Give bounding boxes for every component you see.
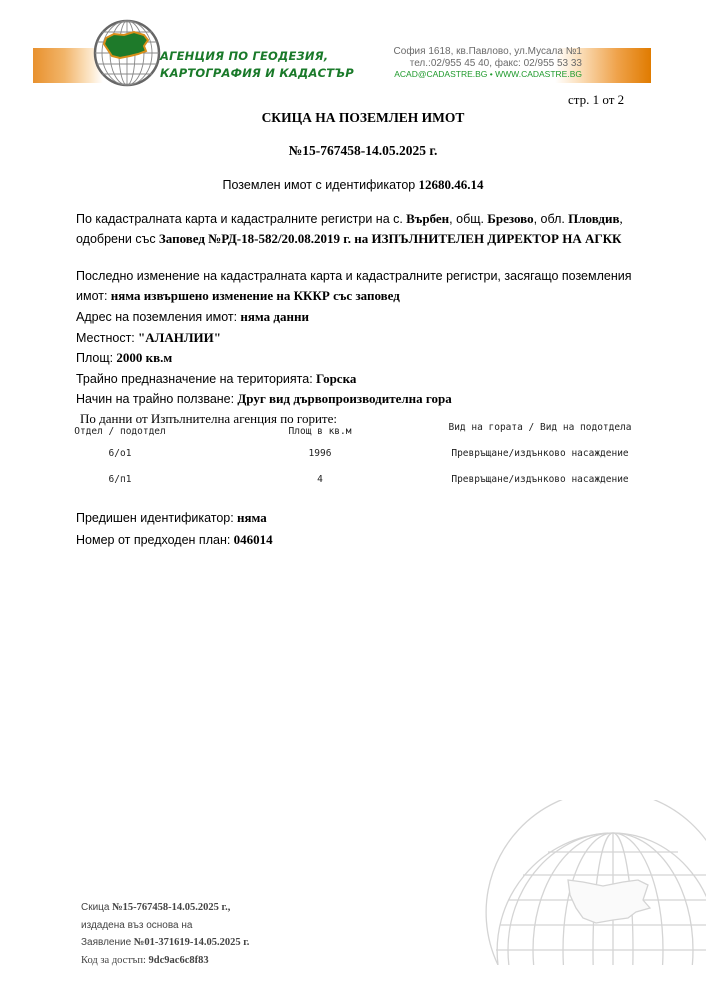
property-fields [76, 307, 651, 410]
table-cell: 1996 [308, 448, 332, 459]
village: Върбен [406, 211, 450, 226]
page-number: стр. 1 от 2 [568, 92, 625, 107]
field-purpose: Трайно предназначение на територията: Горска [76, 370, 357, 386]
field-locality: Местност: "АЛАНЛИИ" [76, 329, 221, 345]
cadastre-text: одобрени със [76, 232, 156, 246]
table-cell: 4 [317, 474, 323, 485]
globe-watermark-icon [478, 800, 706, 965]
forest-intro: По данни от Изпълнителна агенция по горите: [80, 411, 337, 426]
column-header: Вид на гората / Вид на подотдела [448, 422, 632, 433]
agency-globe-logo-icon [92, 18, 162, 88]
agency-name-line2: КАРТОГРАФИЯ И КАДАСТЪР [160, 66, 354, 80]
table-cell: 6/п1 [108, 474, 132, 485]
table-cell: 6/о1 [108, 448, 132, 459]
footer-sketch: Скица №15-767458-14.05.2025 г., [81, 902, 231, 913]
table-cell: Превръщане/издънково насаждение [451, 448, 629, 459]
footer-application: Заявление №01-371619-14.05.2025 г. [81, 937, 250, 948]
field-address: Адрес на поземления имот: няма данни [76, 309, 309, 324]
agency-name-line1: АГЕНЦИЯ ПО ГЕОДЕЗИЯ, [160, 49, 329, 63]
cadastre-text: , обл. [533, 212, 565, 226]
table-row [80, 473, 660, 499]
column-header: Площ в кв.м [288, 426, 352, 437]
region: Пловдив [568, 211, 620, 226]
agency-address: София 1618, кв.Павлово, ул.Мусала №1 [393, 46, 582, 57]
cadastre-text: По кадастралната карта и кадастралните регистри на с. [76, 212, 403, 226]
footer-issued-basis: издадена въз основа на [81, 919, 193, 931]
field-area: Площ: 2000 кв.м [76, 350, 173, 365]
last-change [76, 266, 651, 306]
extra-fields [76, 507, 651, 551]
last-change-value: няма извършено изменение на КККР със заповед [110, 288, 400, 303]
identifier-label: Поземлен имот с идентификатор [222, 178, 416, 192]
identifier-value: 12680.46.14 [418, 177, 484, 192]
property-identifier [0, 177, 706, 193]
agency-name [160, 48, 354, 82]
last-change-label: Последно изменение на кадастралната карта и кадастралните регистри, засягащо поземления имот: [76, 269, 632, 303]
field-usage: Начин на трайно ползване: Друг вид дървопроизводителна гора [76, 391, 452, 406]
agency-web-link[interactable]: ACAD@CADASTRE.BG • WWW.CADASTRE.BG [394, 69, 582, 79]
field-previous-identifier: Предишен идентификатор: няма [76, 510, 267, 525]
table-header [74, 422, 660, 447]
municipality: Брезово [487, 211, 534, 226]
table-row [80, 447, 660, 473]
column-header: Отдел / подотдел [74, 426, 166, 437]
field-previous-plan-number: Номер от предходен план: 046014 [76, 532, 273, 547]
cadastre-text: , общ. [449, 212, 484, 226]
document-number: №15-767458-14.05.2025 г. [288, 143, 438, 158]
footer-info [81, 899, 249, 969]
agency-phone: тел.:02/955 45 40, факс: 02/955 53 33 [409, 57, 582, 69]
agency-contact [390, 46, 582, 81]
cadastre-paragraph [76, 209, 651, 249]
document-title: СКИЦА НА ПОЗЕМЛЕН ИМОТ [261, 110, 465, 125]
approval-order: Заповед №РД-18-582/20.08.2019 г. на ИЗПЪЛНИТЕЛЕН ДИРЕКТОР НА АГКК [158, 231, 622, 246]
forest-table [74, 422, 660, 499]
footer-access-code: Код за достъп: 9dc9ac6c8f83 [81, 954, 209, 966]
table-cell: Превръщане/издънково насаждение [451, 474, 629, 485]
cadastre-text: , [619, 211, 623, 226]
